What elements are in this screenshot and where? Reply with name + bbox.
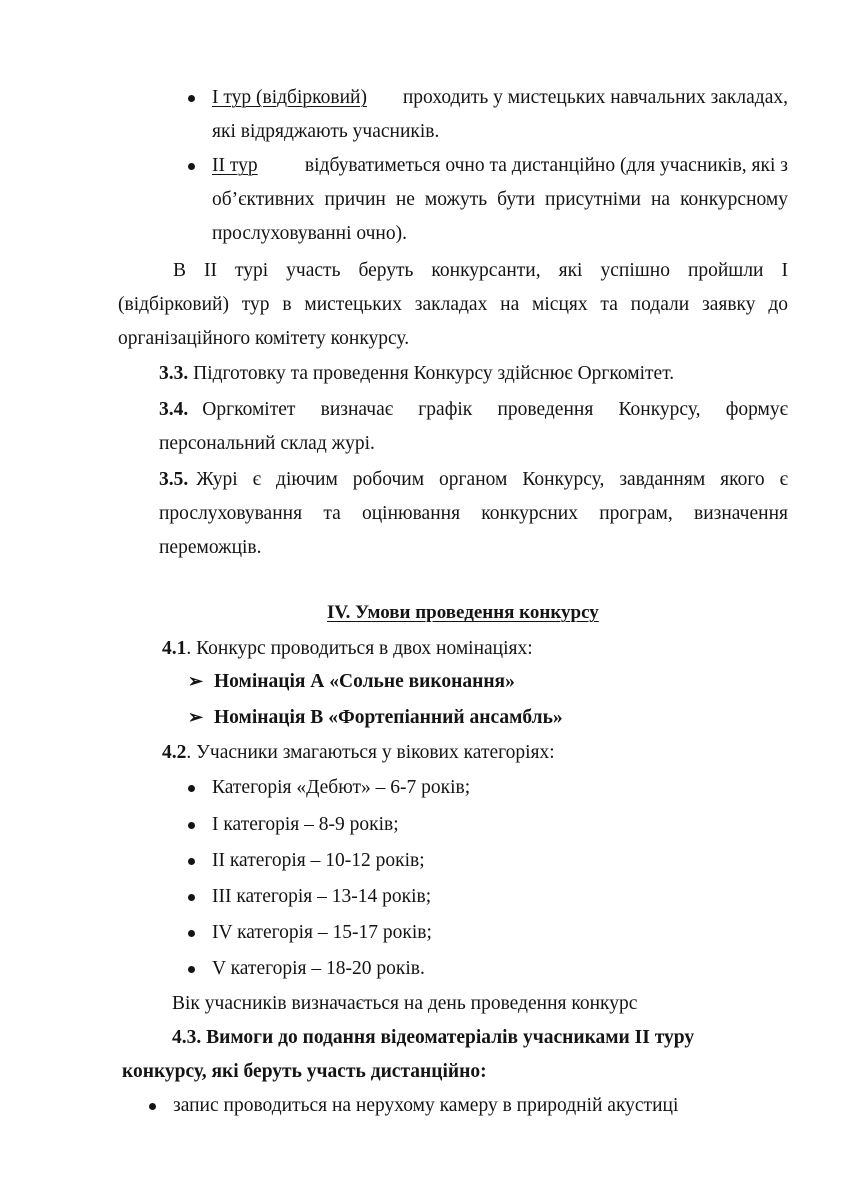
item-3-3 bbox=[159, 362, 674, 386]
item-3-4-text: Оргкомітет визначає графік проведення Конкурсу, формує bbox=[202, 399, 788, 420]
item-4-2 bbox=[162, 741, 555, 765]
item-4-2-number: 4.2 bbox=[162, 742, 187, 763]
item-3-4-line2: персональний склад журі. bbox=[159, 433, 375, 454]
age-note: Вік учасників визначається на день проведення конкурс bbox=[172, 993, 638, 1014]
bullet-icon bbox=[149, 1103, 156, 1110]
item-3-5-line3: переможців. bbox=[159, 537, 262, 558]
item-4-2-text: . Учасники змагаються у вікових категоріях: bbox=[186, 742, 555, 763]
section-4-heading: IV. Умови проведення конкурсу bbox=[327, 602, 599, 623]
requirement-item: запис проводиться на нерухому камеру в природній акустиці bbox=[173, 1095, 679, 1116]
category-item: ІІ категорія – 10-12 років; bbox=[212, 850, 425, 871]
tour1-line1 bbox=[212, 86, 788, 110]
tour2-line3: прослуховуванні очно). bbox=[212, 223, 407, 244]
category-item: Категорія «Дебют» – 6-7 років; bbox=[212, 777, 471, 798]
tour2-line1 bbox=[212, 154, 788, 178]
category-item: V категорія – 18-20 років. bbox=[212, 958, 425, 979]
category-item: ІІІ категорія – 13-14 років; bbox=[212, 886, 432, 907]
bullet-icon bbox=[188, 822, 195, 829]
item-3-3-number: 3.3. bbox=[159, 363, 189, 384]
arrow-bullet-icon: ➢ bbox=[188, 671, 204, 691]
bullet-icon bbox=[188, 95, 195, 102]
item-3-5-line2: прослуховування та оцінювання конкурсних програм, визначення bbox=[159, 503, 788, 524]
bullet-icon bbox=[188, 858, 195, 865]
nomination-b: Номінація В «Фортепіанний ансамбль» bbox=[214, 707, 563, 728]
tour1-label: І тур (відбірковий) bbox=[212, 87, 367, 108]
tour1-line2: які відряджають учасників. bbox=[212, 121, 440, 142]
item-4-3-line1: 4.3. Вимоги до подання відеоматеріалів учасниками ІІ туру bbox=[172, 1027, 695, 1048]
item-3-4-number: 3.4. bbox=[159, 399, 189, 420]
nomination-a: Номінація А «Сольне виконання» bbox=[214, 671, 515, 692]
tour1-text: проходить у мистецьких навчальних закладах, bbox=[402, 87, 788, 108]
para-tour2-line3: організаційного комітету конкурсу. bbox=[118, 328, 410, 349]
para-tour2-line1: В ІІ турі участь беруть конкурсанти, які успішно пройшли І bbox=[173, 260, 788, 281]
tour2-label: ІІ тур bbox=[212, 155, 258, 176]
item-4-1-text: . Конкурс проводиться в двох номінаціях: bbox=[186, 638, 533, 659]
item-4-1 bbox=[162, 637, 533, 661]
para-tour2-line2: (відбірковий) тур в мистецьких закладах на місцях та подали заявку до bbox=[118, 294, 788, 315]
tour2-line2: об’єктивних причин не можуть бути присутніми на конкурсному bbox=[212, 189, 788, 210]
item-3-5-number: 3.5. bbox=[159, 469, 189, 490]
tour2-text: відбуватиметься очно та дистанційно (для учасників, які з bbox=[304, 155, 788, 176]
arrow-bullet-icon: ➢ bbox=[188, 707, 204, 727]
bullet-icon bbox=[188, 785, 195, 792]
item-4-3-line2: конкурсу, які беруть участь дистанційно: bbox=[122, 1061, 487, 1082]
item-3-5-text: Журі є діючим робочим органом Конкурсу, завданням якого є bbox=[196, 469, 788, 490]
category-item: І категорія – 8-9 років; bbox=[212, 814, 399, 835]
category-item: ІV категорія – 15-17 років; bbox=[212, 922, 432, 943]
item-3-5-line1 bbox=[159, 468, 788, 492]
bullet-icon bbox=[188, 930, 195, 937]
bullet-icon bbox=[188, 163, 195, 170]
item-3-3-text: Підготовку та проведення Конкурсу здійснює Оргкомітет. bbox=[193, 363, 675, 384]
item-4-1-number: 4.1 bbox=[162, 638, 187, 659]
item-3-4-line1 bbox=[159, 398, 788, 422]
bullet-icon bbox=[188, 894, 195, 901]
bullet-icon bbox=[188, 966, 195, 973]
